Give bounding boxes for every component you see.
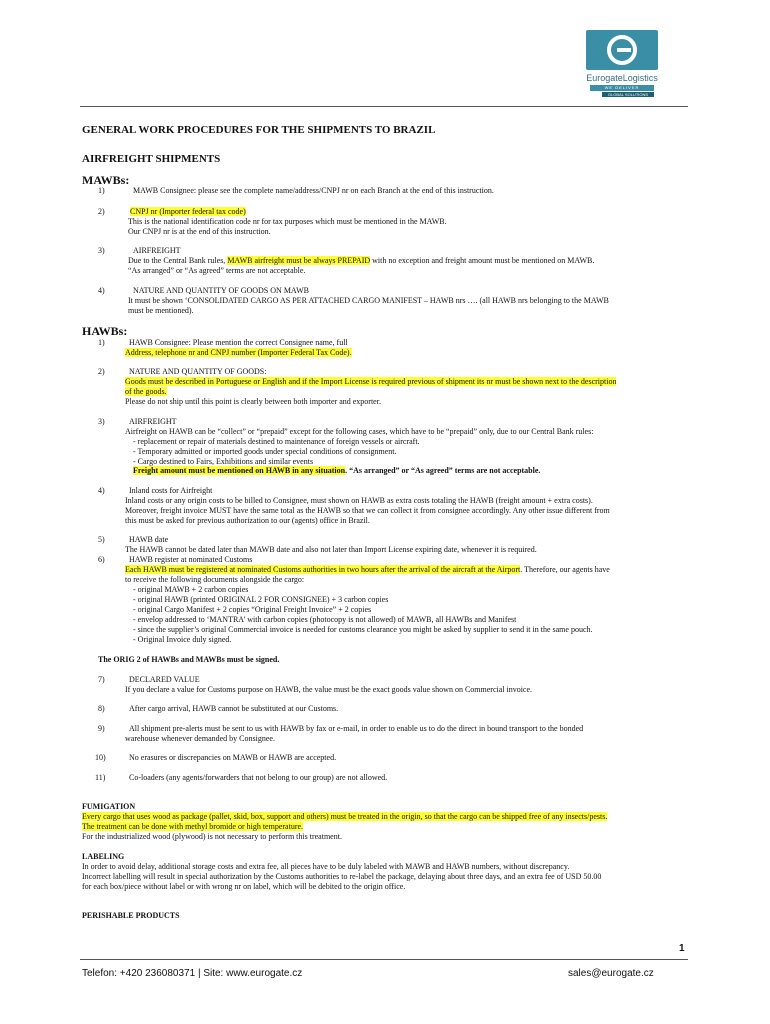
company-logo: [586, 30, 658, 100]
hawb-item-2-heading: NATURE AND QUANTITY OF GOODS:: [129, 367, 267, 376]
hawb-item-1-heading: HAWB Consignee: Please mention the correct Consignee name, full: [129, 338, 348, 347]
hawb-item-5-line: The HAWB cannot be dated later than MAWB date and also not later than Import License expiring date, whenever it is required.: [125, 545, 537, 554]
hawb-item-6-bullet: - Original Invoice duly signed.: [133, 635, 232, 644]
fumigation-line: [82, 812, 607, 822]
hawb-item-3-bullet: - replacement or repair of materials destined to maintenance of foreign vessels or aircraft.: [133, 437, 420, 446]
hawb-item-3-number: 3): [98, 417, 105, 426]
hawb-item-11-line: Co-loaders (any agents/forwarders that not belong to our group) are not allowed.: [129, 773, 388, 782]
mawb-item-3-number: 3): [98, 246, 105, 255]
hawb-item-6-bullet: - original Cargo Manifest + 2 copies “Original Freight Invoice” + 2 copies: [133, 605, 372, 614]
footer-contact: Telefon: +420 236080371 | Site: www.eurogate.cz: [82, 968, 303, 979]
mawb-item-2-heading: [130, 207, 246, 217]
highlight: The treatment can be done with methyl bromide or high temperature.: [82, 822, 304, 831]
hawb-item-2-line: [125, 377, 616, 387]
highlight: Every cargo that uses wood as package (pallet, skid, box, support and others) must be treated in the origin, so that the cargo can be shipped free of any insects/pests.: [82, 812, 608, 821]
highlight: Address, telephone nr and CNPJ number (Importer Federal Tax Code).: [125, 348, 352, 357]
mawb-item-2-line: Our CNPJ nr is at the end of this instruction.: [128, 227, 271, 236]
signature-note: The ORIG 2 of HAWBs and MAWBs must be signed.: [98, 655, 280, 664]
logo-name: EurogateLogistics: [586, 73, 658, 83]
airfreight-heading: AIRFREIGHT SHIPMENTS: [82, 153, 221, 165]
labeling-line: for each box/piece without label or with wrong nr on label, which will be debited to the origin office.: [82, 882, 406, 891]
hawb-item-10-number: 10): [95, 753, 106, 762]
hawb-item-2-number: 2): [98, 367, 105, 376]
labeling-line: In order to avoid delay, additional storage costs and extra fee, all pieces have to be duly labeled with MAWB and HAWB numbers, without discrepancy.: [82, 862, 570, 871]
hawb-item-6-line: Each HAWB must be registered at nominated Customs authorities in two hours after the arrival of the aircraft at the Airport. Therefore, our agents have: [125, 565, 610, 574]
mawb-item-4-heading: NATURE AND QUANTITY OF GOODS ON MAWB: [133, 286, 309, 295]
hawb-item-6-number: 6): [98, 555, 105, 564]
hawb-item-3-bullet: - Cargo destined to Fairs, Exhibitions and similar events: [133, 457, 314, 466]
hawb-item-8-number: 8): [98, 704, 105, 713]
mawb-item-1-number: 1): [98, 186, 105, 195]
hawb-item-1-line: [125, 348, 352, 358]
hawb-item-4-line: this must be asked for previous authorization to our (agents) office in Brazil.: [125, 516, 370, 525]
hawb-item-4-number: 4): [98, 486, 105, 495]
logo-tagline: WE DELIVER: [590, 85, 654, 91]
mawb-item-4-number: 4): [98, 286, 105, 295]
logo-subtagline: GLOBAL SOLUTIONS: [602, 92, 654, 97]
hawb-item-3-heading: AIRFREIGHT: [129, 417, 177, 426]
mawb-item-3-line: “As arranged” or “As agreed” terms are not acceptable.: [128, 266, 306, 275]
hawb-item-2-line: Please do not ship until this point is clearly between both importer and exporter.: [125, 397, 381, 406]
hawbs-heading: HAWBs:: [82, 324, 128, 338]
hawb-item-3-line: Airfreight on HAWB can be “collect” or “prepaid” except for the following cases, which have to be “prepaid” only, due to our Central Bank rules:: [125, 427, 594, 436]
hawb-item-8-line: After cargo arrival, HAWB cannot be substituted at our Customs.: [129, 704, 339, 713]
hawb-item-10-line: No erasures or discrepancies on MAWB or HAWB are accepted.: [129, 753, 337, 762]
mawb-item-4-line: It must be shown ‘CONSOLIDATED CARGO AS PER ATTACHED CARGO MANIFEST – HAWB nrs …. (all HAWB nrs belonging to the MAWB: [128, 296, 609, 305]
hawb-item-4-line: Moreover, freight invoice MUST have the same total as the HAWB so that we can collect it from consignee accordingly. Any other issue different from: [125, 506, 610, 515]
mawb-item-3-heading: AIRFREIGHT: [133, 246, 181, 255]
hawb-item-5-heading: HAWB date: [129, 535, 169, 544]
fumigation-heading: FUMIGATION: [82, 802, 136, 811]
highlight: MAWB airfreight must be always PREPAID: [227, 256, 371, 265]
mawb-item-2-number: 2): [98, 207, 105, 216]
mawb-item-4-line: must be mentioned).: [128, 306, 194, 315]
hawb-item-3-line: Freight amount must be mentioned on HAWB in any situation. “As arranged” or “As agreed” terms are not acceptable.: [133, 466, 541, 475]
hawb-item-7-heading: DECLARED VALUE: [129, 675, 200, 684]
hawb-item-11-number: 11): [95, 773, 106, 782]
hawb-item-4-heading: Inland costs for Airfreight: [129, 486, 213, 495]
document-title: GENERAL WORK PROCEDURES FOR THE SHIPMENTS TO BRAZIL: [82, 124, 436, 136]
labeling-line: Incorrect labelling will result in special authorization by the Customs authorities to re-label the package, delaying about three days, and an extra fee of USD 50.00: [82, 872, 602, 881]
hawb-item-9-line: warehouse whenever demanded by Consignee.: [125, 734, 275, 743]
footer-email: sales@eurogate.cz: [568, 968, 654, 979]
highlight: Freight amount must be mentioned on HAWB in any situation: [133, 466, 346, 475]
hawb-item-6-bullet: - original HAWB (printed ORIGINAL 2 FOR CONSIGNEE) + 3 carbon copies: [133, 595, 389, 604]
perishable-heading: PERISHABLE PRODUCTS: [82, 911, 180, 920]
highlight: CNPJ nr (Importer federal tax code): [130, 207, 246, 216]
hawb-item-4-line: Inland costs or any origin costs to be billed to Consignee, must shown on HAWB as extra costs totaling the HAWB (freight amount + extra costs).: [125, 496, 593, 505]
mawb-item-2-line: This is the national identification code nr for tax purposes which must be mentioned in the MAWB.: [128, 217, 447, 226]
hawb-item-6-bullet: - envelop addressed to ‘MANTRA’ with carbon copies (photocopy is not allowed) of MAWB, all HAWBs and Manifest: [133, 615, 517, 624]
highlight: Goods must be described in Portuguese or English and if the Import License is required previous of shipment its nr must be shown next to the description: [125, 377, 617, 386]
hawb-item-7-line: If you declare a value for Customs purpose on HAWB, the value must be the exact goods value shown on Commercial invoice.: [125, 685, 533, 694]
mawbs-heading: MAWBs:: [82, 173, 130, 187]
hawb-item-3-bullet: - Temporary admitted or imported goods under special conditions of consignment.: [133, 447, 397, 456]
labeling-heading: LABELING: [82, 852, 125, 861]
eurogate-e-logo-icon: [586, 30, 658, 70]
hawb-item-9-line: All shipment pre-alerts must be sent to us with HAWB by fax or e-mail, in order to enable us to do the direct in bound transport to the bonded: [129, 724, 584, 733]
hawb-item-7-number: 7): [98, 675, 105, 684]
hawb-item-6-heading: HAWB register at nominated Customs: [129, 555, 253, 564]
mawb-item-3-line: Due to the Central Bank rules, MAWB airfreight must be always PREPAID with no exception and freight amount must be mentioned on MAWB.: [128, 256, 595, 265]
hawb-item-6-bullet: - original MAWB + 2 carbon copies: [133, 585, 249, 594]
highlight: of the goods.: [125, 387, 167, 396]
fumigation-line: [82, 822, 303, 832]
fumigation-line: For the industrialized wood (plywood) is not necessary to perform this treatment.: [82, 832, 342, 841]
hawb-item-6-bullet: - since the supplier’s original Commercial invoice is needed for customs clearance you might be asked by supplier to send it in the same pouch.: [133, 625, 593, 634]
hawb-item-9-number: 9): [98, 724, 105, 733]
page-number: 1: [679, 943, 685, 954]
footer-divider: [80, 959, 688, 960]
highlight: Each HAWB must be registered at nominated Customs authorities in two hours after the arrival of the aircraft at the Airport: [125, 565, 521, 574]
mawb-item-1-text: MAWB Consignee: please see the complete name/address/CNPJ nr on each Branch at the end of this instruction.: [133, 186, 494, 195]
header-divider: [80, 106, 688, 107]
hawb-item-5-number: 5): [98, 535, 105, 544]
hawb-item-2-line: [125, 387, 167, 397]
hawb-item-1-number: 1): [98, 338, 105, 347]
hawb-item-6-line: to receive the following documents alongside the cargo:: [125, 575, 305, 584]
